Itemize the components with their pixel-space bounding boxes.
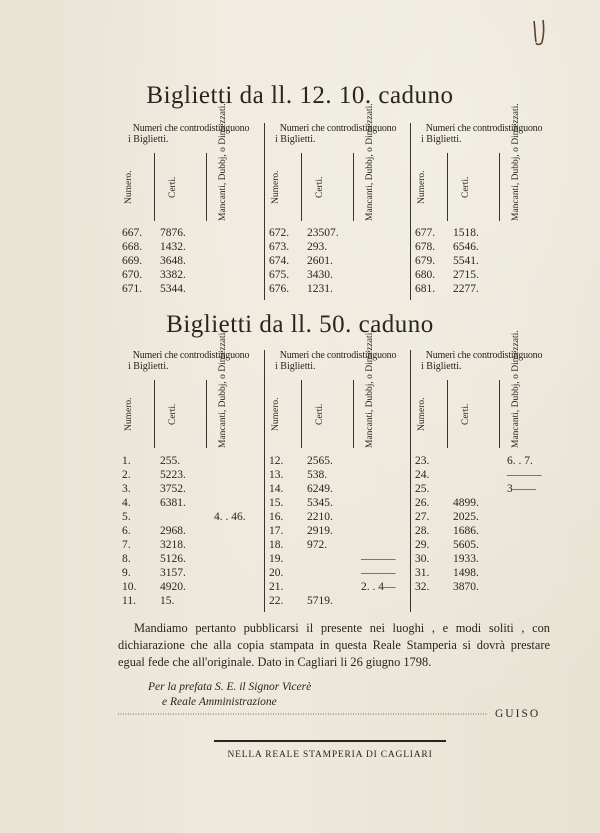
column-header-line-1: Numeri che controdistinguono	[132, 123, 250, 134]
table-row	[118, 282, 264, 296]
table-row	[265, 268, 411, 282]
table-row	[118, 482, 264, 496]
handwritten-page-mark	[530, 18, 548, 46]
table-row	[118, 566, 264, 580]
row-number: 677.	[415, 227, 436, 239]
row-number: 681.	[415, 283, 436, 295]
row-number: 667.	[122, 227, 143, 239]
subheader-divider	[447, 153, 448, 221]
table-row	[118, 552, 264, 566]
row-certi: 4920.	[160, 581, 186, 593]
row-certi: 15.	[160, 595, 175, 607]
row-certi: 3157.	[160, 567, 186, 579]
table-row	[265, 240, 411, 254]
subheader-divider	[353, 380, 354, 448]
subheader-certi: Certi.	[315, 403, 325, 425]
table-rows	[118, 454, 264, 608]
table-column-3	[410, 330, 557, 612]
row-number: 10.	[122, 581, 137, 593]
row-certi: 1518.	[453, 227, 479, 239]
row-number: 28.	[415, 525, 430, 537]
row-number: 27.	[415, 511, 430, 523]
row-number: 24.	[415, 469, 430, 481]
row-number: 5.	[122, 511, 131, 523]
row-number: 17.	[269, 525, 284, 537]
table-row	[265, 580, 411, 594]
subheader-divider	[206, 153, 207, 221]
subheader-mancanti: Mancanti, Dubbj, o Dimezzati.	[365, 330, 375, 448]
table-row	[265, 566, 411, 580]
row-mancanti: ———	[507, 469, 542, 481]
row-number: 18.	[269, 539, 284, 551]
signature-line-1: Per la prefata S. E. il Signor Vicerè	[148, 681, 312, 693]
column-header	[118, 123, 264, 145]
row-certi: 1933.	[453, 553, 479, 565]
subheader-mancanti: Mancanti, Dubbj, o Dimezzati.	[218, 330, 228, 448]
row-certi: 2601.	[307, 255, 333, 267]
table-row	[265, 594, 411, 608]
row-number: 678.	[415, 241, 436, 253]
table-row	[118, 226, 264, 240]
subheader-divider	[301, 380, 302, 448]
table-rows	[411, 454, 557, 594]
table-row	[118, 240, 264, 254]
column-header-line-2: i Biglietti.	[128, 134, 169, 145]
row-number: 3.	[122, 483, 131, 495]
subheader-numero: Numero.	[417, 170, 427, 204]
table-row	[118, 454, 264, 468]
subheader-divider	[353, 153, 354, 221]
row-certi: 3752.	[160, 483, 186, 495]
row-number: 668.	[122, 241, 143, 253]
section-title-1: Biglietti da ll. 12. 10. caduno	[146, 82, 454, 109]
subheader-numero: Numero.	[271, 170, 281, 204]
table-row	[411, 226, 557, 240]
table-row	[118, 524, 264, 538]
subheader-certi: Certi.	[461, 176, 471, 198]
row-certi: 5605.	[453, 539, 479, 551]
column-header	[265, 123, 411, 145]
table-row	[265, 524, 411, 538]
row-number: 11.	[122, 595, 136, 607]
table-row	[411, 268, 557, 282]
table-row	[411, 482, 557, 496]
row-certi: 255.	[160, 455, 181, 467]
table-row	[411, 524, 557, 538]
table-column-2	[264, 330, 411, 612]
table-row	[265, 226, 411, 240]
banknote-table-1	[118, 103, 556, 300]
table-row	[118, 510, 264, 524]
column-header-line-1: Numeri che controdistinguono	[132, 350, 250, 361]
subheader-divider	[447, 380, 448, 448]
table-row	[411, 580, 557, 594]
table-rows	[265, 226, 411, 296]
section-title-2: Biglietti da ll. 50. caduno	[166, 311, 434, 338]
row-certi: 2210.	[307, 511, 333, 523]
subheader-numero: Numero.	[417, 397, 427, 431]
table-row	[118, 468, 264, 482]
column-header	[118, 350, 264, 372]
table-row	[411, 566, 557, 580]
table-row	[265, 482, 411, 496]
subheader-certi: Certi.	[461, 403, 471, 425]
row-certi: 3648.	[160, 255, 186, 267]
row-number: 676.	[269, 283, 290, 295]
subheader-certi: Certi.	[315, 176, 325, 198]
column-header-line-1: Numeri che controdistinguono	[425, 350, 543, 361]
row-certi: 2565.	[307, 455, 333, 467]
row-certi: 7876.	[160, 227, 186, 239]
row-certi: 538.	[307, 469, 328, 481]
row-certi: 1231.	[307, 283, 333, 295]
closing-paragraph: Mandiamo pertanto pubblicarsi il presente nei luoghi , e modi soliti , con dichiarazione che alla copia stampata in questa Reale Stamperia si dovrà prestare egual fede che all'originale. Dato in Cagliari li 26 giugno 1798.	[118, 621, 550, 669]
table-row	[411, 254, 557, 268]
subheader-certi: Certi.	[168, 403, 178, 425]
subheader-divider	[154, 153, 155, 221]
row-certi: 4899.	[453, 497, 479, 509]
row-number: 8.	[122, 553, 131, 565]
column-header	[411, 350, 557, 372]
row-number: 14.	[269, 483, 284, 495]
row-certi: 1686.	[453, 525, 479, 537]
row-number: 674.	[269, 255, 290, 267]
table-row	[118, 496, 264, 510]
column-header-line-2: i Biglietti.	[421, 134, 462, 145]
row-number: 23.	[415, 455, 430, 467]
table-rows	[411, 226, 557, 296]
subheader-numero: Numero.	[124, 170, 134, 204]
row-number: 13.	[269, 469, 284, 481]
row-certi: 3870.	[453, 581, 479, 593]
column-header-line-2: i Biglietti.	[421, 361, 462, 372]
table-rows	[265, 454, 411, 608]
subheader-divider	[206, 380, 207, 448]
row-number: 680.	[415, 269, 436, 281]
row-certi: 23507.	[307, 227, 339, 239]
row-certi: 1432.	[160, 241, 186, 253]
table-row	[118, 268, 264, 282]
subheader-mancanti: Mancanti, Dubbj, o Dimezzati.	[511, 103, 521, 221]
table-row	[265, 282, 411, 296]
row-certi: 5126.	[160, 553, 186, 565]
table-row	[118, 594, 264, 608]
row-certi: 5719.	[307, 595, 333, 607]
row-certi: 972.	[307, 539, 328, 551]
row-number: 670.	[122, 269, 143, 281]
table-row	[411, 538, 557, 552]
table-row	[411, 510, 557, 524]
row-mancanti: 2. . 4—	[361, 581, 396, 593]
table-row	[265, 496, 411, 510]
row-number: 669.	[122, 255, 143, 267]
column-header-line-2: i Biglietti.	[275, 361, 316, 372]
column-header-line-1: Numeri che controdistinguono	[425, 123, 543, 134]
signature-block	[148, 680, 311, 710]
row-number: 2.	[122, 469, 131, 481]
row-number: 21.	[269, 581, 284, 593]
table-row	[265, 510, 411, 524]
row-number: 31.	[415, 567, 430, 579]
row-certi: 293.	[307, 241, 328, 253]
column-header-line-1: Numeri che controdistinguono	[279, 350, 397, 361]
table-row	[265, 552, 411, 566]
column-header-line-1: Numeri che controdistinguono	[279, 123, 397, 134]
row-number: 20.	[269, 567, 284, 579]
row-certi: 5223.	[160, 469, 186, 481]
subheader-numero: Numero.	[124, 397, 134, 431]
table-row	[411, 552, 557, 566]
table-row	[265, 254, 411, 268]
subheader-mancanti: Mancanti, Dubbj, o Dimezzati.	[218, 103, 228, 221]
row-number: 32.	[415, 581, 430, 593]
row-certi: 5344.	[160, 283, 186, 295]
row-number: 26.	[415, 497, 430, 509]
row-number: 12.	[269, 455, 284, 467]
table-row	[265, 454, 411, 468]
printer-rule	[214, 739, 446, 743]
row-certi: 6381.	[160, 497, 186, 509]
row-certi: 5345.	[307, 497, 333, 509]
table-column-1	[118, 103, 264, 300]
row-number: 672.	[269, 227, 290, 239]
row-mancanti: ———	[361, 567, 396, 579]
subheader-numero: Numero.	[271, 397, 281, 431]
banknote-table-2	[118, 330, 556, 612]
row-number: 671.	[122, 283, 143, 295]
table-column-2	[264, 103, 411, 300]
column-header-line-2: i Biglietti.	[128, 361, 169, 372]
subheader-divider	[499, 380, 500, 448]
table-row	[118, 580, 264, 594]
row-mancanti: 3——	[507, 483, 536, 495]
table-row	[265, 538, 411, 552]
subheader-divider	[154, 380, 155, 448]
row-number: 29.	[415, 539, 430, 551]
row-number: 25.	[415, 483, 430, 495]
table-rows	[118, 226, 264, 296]
row-certi: 2277.	[453, 283, 479, 295]
table-row	[118, 538, 264, 552]
row-number: 673.	[269, 241, 290, 253]
signature-rule	[118, 712, 498, 716]
table-column-1	[118, 330, 264, 612]
subheader-mancanti: Mancanti, Dubbj, o Dimezzati.	[365, 103, 375, 221]
row-mancanti: 6. . 7.	[507, 455, 533, 467]
row-certi: 2968.	[160, 525, 186, 537]
row-number: 7.	[122, 539, 131, 551]
column-header	[411, 123, 557, 145]
column-header-line-2: i Biglietti.	[275, 134, 316, 145]
row-number: 6.	[122, 525, 131, 537]
row-number: 30.	[415, 553, 430, 565]
table-row	[411, 454, 557, 468]
row-number: 1.	[122, 455, 131, 467]
table-row	[411, 282, 557, 296]
signer-name: GUISO	[495, 708, 541, 720]
row-number: 4.	[122, 497, 131, 509]
subheader-certi: Certi.	[168, 176, 178, 198]
row-number: 679.	[415, 255, 436, 267]
row-certi: 2919.	[307, 525, 333, 537]
row-number: 15.	[269, 497, 284, 509]
subheader-divider	[499, 153, 500, 221]
subheader-mancanti: Mancanti, Dubbj, o Dimezzati.	[511, 330, 521, 448]
subheader-divider	[301, 153, 302, 221]
printer-imprint: NELLA REALE STAMPERIA DI CAGLIARI	[227, 750, 433, 760]
row-certi: 3218.	[160, 539, 186, 551]
table-row	[265, 468, 411, 482]
row-certi: 5541.	[453, 255, 479, 267]
row-number: 16.	[269, 511, 284, 523]
row-number: 675.	[269, 269, 290, 281]
row-mancanti: 4. . 46.	[214, 511, 246, 523]
table-row	[118, 254, 264, 268]
row-certi: 6249.	[307, 483, 333, 495]
row-certi: 6546.	[453, 241, 479, 253]
row-mancanti: ———	[361, 553, 396, 565]
row-number: 19.	[269, 553, 284, 565]
signature-line-2: e Reale Amministrazione	[162, 696, 277, 708]
row-certi: 1498.	[453, 567, 479, 579]
table-row	[411, 468, 557, 482]
column-header	[265, 350, 411, 372]
row-certi: 2715.	[453, 269, 479, 281]
table-column-3	[410, 103, 557, 300]
row-number: 22.	[269, 595, 284, 607]
row-certi: 2025.	[453, 511, 479, 523]
row-certi: 3430.	[307, 269, 333, 281]
table-row	[411, 240, 557, 254]
table-row	[411, 496, 557, 510]
row-number: 9.	[122, 567, 131, 579]
row-certi: 3382.	[160, 269, 186, 281]
